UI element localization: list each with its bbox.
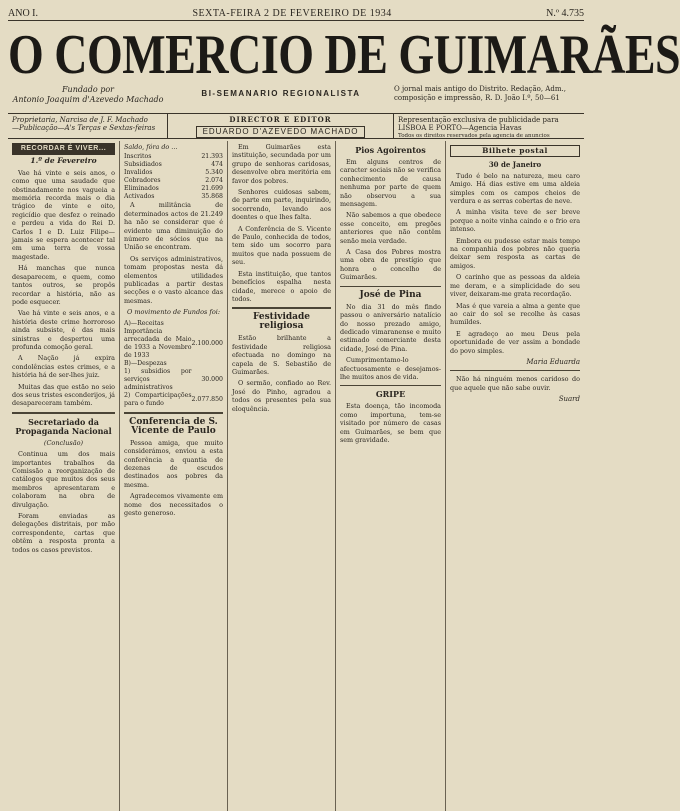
column-header: Bilhete postal: [450, 145, 580, 157]
paragraph: A militância de determinados actos de 21.249 ha não se considerar que é evidente uma diminuição do número de sócios que na União se encontram.: [124, 201, 223, 252]
paragraph: Não sabemos a que obedece esse conceito, em pregões anteriores que não contêm senão meia verdade.: [340, 211, 441, 245]
paragraph: Há manchas que nunca desaparecem, e quem, como tantos outros, se propôs recordar a história, não as pode esquecer.: [12, 264, 115, 306]
section-title: Pios Agoirentos: [355, 145, 426, 155]
table-row: Activados 35.868: [124, 193, 223, 201]
author-signature: Maria Eduarda: [526, 357, 580, 366]
founder-credit: Fundado por Antonio Joaquim d'Azevedo Machado: [12, 85, 164, 104]
paragraph: No dia 31 do mês findo passou o aniversário natalício do nosso prezado amigo, dedicado vimaranense e muito estimado comerciante desta cidade, José de Pina.: [340, 302, 441, 353]
table-row: 1) subsidios por serviços administrativos 30.000: [124, 367, 223, 391]
tagline: BI-SEMANARIO REGIONALISTA: [201, 89, 361, 98]
section-note: (Conclusão): [43, 438, 84, 447]
table-row: 2) Comparticipações para o fundo 2.077.850: [124, 391, 223, 407]
paragraph: Foram enviadas as delegações distritais, por mão correspondente, cartas que obtêm a resposta pronta a todos os casos previstos.: [12, 512, 115, 554]
paragraph: Em alguns centros de caracter sociais não se verifica conhecimento de causa nenhuma por parte de quem não observou a sua mensagem.: [340, 158, 441, 209]
paragraph: Não há ninguém menos caridoso do que aquele que não sabe ouvir.: [450, 375, 580, 392]
column-3: [228, 141, 336, 811]
funds-table: [124, 320, 223, 408]
table-row: A)—Receitas: [124, 319, 164, 327]
paragraph: Agradecemos vivamente em nome dos necessitados o gesto generoso.: [124, 492, 223, 517]
paragraph: Embora eu pudesse estar mais tempo na companhia dos pobres não queria deixar sem resposta as cartas de amigos.: [450, 236, 580, 270]
table-row: Cobradores 2.074: [124, 177, 223, 185]
representation-info: Representação exclusiva de publicidade para LISBOA E PORTO—Agencia Havas Todos os direitos reservados pela agencia de anuncios: [398, 116, 559, 139]
paragraph: Tudo é belo na natureza, meu caro Amigo. Há dias estive em uma aldeia simples com os campos cheios de verdura e as serras cobertas de neve.: [450, 171, 580, 206]
paragraph: Em Guimarães esta instituição, secundada por um grupo de senhoras caridosas, desenvolve obra meritória em favor dos pobres.: [232, 143, 331, 185]
publisher-info: O jornal mais antigo do Distrito. Redação, Adm., composição e impressão, R. D. João I.º, 50—61: [394, 85, 566, 102]
column-note: Saldo, fóra do ...: [124, 143, 178, 151]
letter-date: 30 de Janeiro: [488, 160, 542, 170]
director-info: DIRECTOR E EDITOR EDUARDO D'AZEVEDO MACHADO: [168, 114, 394, 138]
paragraph: Os serviços administrativos, tomam propostas nesta dá elementos utilidades publicadas a partir destas secções e o vasto alcance das mesmas.: [124, 254, 223, 305]
column-5: [446, 141, 584, 811]
newspaper-title: O COMERCIO DE GUIMARÃES: [8, 23, 680, 86]
table-row: B)—Despezas: [124, 359, 167, 367]
article-dateline: 1.º de Fevereiro: [30, 156, 97, 166]
paragraph: Muitas das que estão no seio dos seus tristes esconderijos, já desapareceram também.: [12, 382, 115, 408]
statistics-table: [124, 153, 223, 201]
funds-subhead: O movimento de Fundos foi:: [126, 308, 221, 317]
author-signature: Suard: [558, 395, 580, 404]
paragraph: Continua um dos mais importantes trabalhos da Comissão a reorganização de catálogos que muitos dos seus membros apresentaram e colaboram na obra de divulgação.: [12, 450, 115, 509]
table-row: Inscritos 21.393: [124, 153, 223, 161]
table-row: Subsidiados 474: [124, 161, 223, 169]
issue-number: N.º 4.735: [546, 7, 584, 19]
paragraph: E agradeço ao meu Deus pela oportunidade de ver assim a bondade do povo simples.: [450, 329, 580, 355]
paragraph: A minha visita teve de ser breve porque a noite vinha caindo e o frio era intenso.: [450, 208, 580, 234]
column-2: [120, 141, 228, 811]
paragraph: Estão brilhante a festividade religiosa efectuada no domingo na capela de S. Sebastião de Guimarães.: [232, 334, 331, 376]
info-bar: [8, 113, 584, 139]
issue-date: SEXTA-FEIRA 2 DE FEVEREIRO DE 1934: [192, 7, 392, 19]
column-header: RECORDAR É VIVER...: [12, 143, 115, 155]
paragraph: Pessoa amiga, que muito considerámos, enviou a esta conferência a quantia de dezenas de escudos destinados aos pobres da mesma.: [124, 438, 223, 489]
paragraph: Senhores cuidosas sabem, de parte em parte, inquirindo, socorrendo, levando aos doentes o que lhes falta.: [232, 188, 331, 222]
year-label: ANO I.: [8, 7, 38, 19]
table-row: Importância arrecadada de Maio de 1933 a Novembro de 1933 2.100.000: [124, 327, 223, 359]
paragraph: Mas é que vareia a alma a gente que ao cair do sol se recolhe às casas humildes.: [450, 301, 580, 327]
paragraph: O sermão, confiado ao Rev. José do Pinho, agradou a todos os presentes pela sua eloquência.: [232, 379, 331, 413]
article-columns: [8, 141, 584, 811]
paragraph: O carinho que as pessoas da aldeia me deram, e a simplicidade do seu viver, deixaram-me grata recordação.: [450, 273, 580, 299]
paragraph: A Nação já expira condolências estes crimes, e a história há de ser-lhes juiz.: [12, 354, 115, 380]
paragraph: Vae há vinte e seis anos, o como que uma saudade que obstinadamente nos vagueia a memória recorda mais o dia trágico de vinte e oito, regicídio que desfez o reinado e perdeu a vida do Rei D. Carlos I e D. Luiz Filipe—jamais se espera acontecer tal em uma terra de vossa magestade.: [12, 168, 115, 261]
section-title: José de Pina: [359, 289, 422, 300]
paragraph: A Casa dos Pobres mostra uma obra de prestígio que honra o concelho de Guimarães.: [340, 248, 441, 282]
paragraph: A Conferência de S. Vicente de Paulo, conhecida de todos, tem sido um socorro para muitos que nada possuem de seu.: [232, 224, 331, 267]
top-info-line: [8, 6, 584, 20]
table-row: Eliminados 21.699: [124, 185, 223, 193]
owner-info: Proprietaria, Narcisa de J. F. Machado —Publicação—A's Terças e Sextas-feiras: [8, 114, 168, 138]
paragraph: Cumprimentamo-lo afectuosamente e desejamos-lhe muitos anos de vida.: [340, 356, 441, 381]
column-4: [336, 141, 446, 811]
section-title: GRIPE: [375, 389, 406, 400]
director-name: EDUARDO D'AZEVEDO MACHADO: [196, 126, 366, 138]
table-row: Invalidos 5.340: [124, 169, 223, 177]
paragraph: Esta instituição, que tantos benefícios espalha nesta cidade, merece o apoio de todos.: [232, 269, 331, 303]
paragraph: Esta doença, tão incomoda como importuna, tem-se visitado por número de casas em Guimarães, se bem que sem gravidade.: [340, 402, 441, 444]
section-title: Conferencia de S. Vicente de Paulo: [129, 416, 218, 436]
section-title: Secretariado da Propaganda Nacional: [15, 416, 112, 436]
column-1: [8, 141, 120, 811]
paragraph: Vae há vinte e seis anos, e a história deste crime horroroso ainda subsiste, é das mais sinistras e despertou uma profunda comoção geral.: [12, 309, 115, 351]
section-title: Festividade religiosa: [252, 312, 311, 332]
